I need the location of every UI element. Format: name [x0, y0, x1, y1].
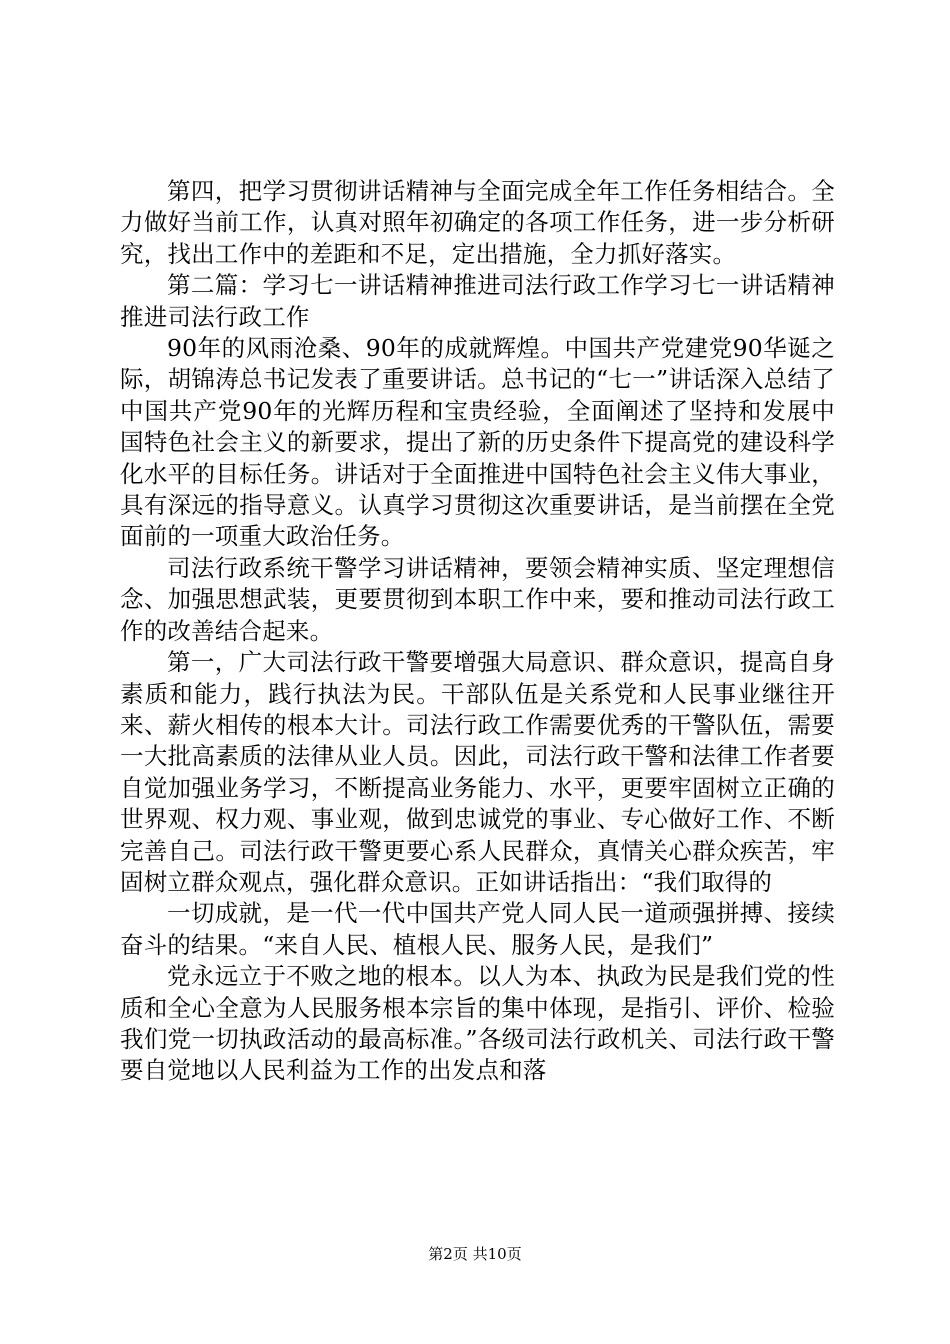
page-footer: 第2页 共10页 [428, 1245, 522, 1263]
paragraph-fourth-point: 第四，把学习贯彻讲话精神与全面完成全年工作任务相结合。全力做好当前工作，认真对照年初确定的各项工作任务，进一步分析研究，找出工作中的差距和不足，定出措施，全力抓好落实。 [120, 177, 835, 268]
paragraph-intro: 90年的风雨沧桑、90年的成就辉煌。中国共产党建党90华诞之际，胡锦涛总书记发表了重要讲话。总书记的“七一”讲话深入总结了中国共产党90年的光辉历程和宝贵经验，全面阐述了坚持和发展中国特色社会主义的新要求，提出了新的历史条件下提高党的建设科学化水平的目标任务。讲话对于全面推进中国特色社会主义伟大事业，具有深远的指导意义。认真学习贯彻这次重要讲话，是当前摆在全党面前的一项重大政治任务。 [120, 334, 835, 551]
paragraph-overview: 司法行政系统干警学习讲话精神，要领会精神实质、坚定理想信念、加强思想武装，更要贯彻到本职工作中来，要和推动司法行政工作的改善结合起来。 [120, 553, 835, 645]
paragraph-quote: 一切成就，是一代一代中国共产党人同人民一道顽强拼搏、接续奋斗的结果。“来自人民、植根人民、服务人民，是我们” [120, 899, 835, 959]
paragraph-continuation: 党永远立于不败之地的根本。以人为本、执政为民是我们党的性质和全心全意为人民服务根本宗旨的集中体现，是指引、评价、检验我们党一切执政活动的最高标准。”各级司法行政机关、司法行政干警要自觉地以人民利益为工作的出发点和落 [120, 962, 835, 1085]
document-body [120, 176, 835, 1087]
paragraph-section-heading: 第二篇：学习七一讲话精神推进司法行政工作学习七一讲话精神推进司法行政工作 [120, 271, 835, 331]
paragraph-first-point: 第一，广大司法行政干警要增强大局意识、群众意识，提高自身素质和能力，践行执法为民。干部队伍是关系党和人民事业继往开来、薪火相传的根本大计。司法行政工作需要优秀的干警队伍，需要一大批高素质的法律从业人员。因此，司法行政干警和法律工作者要自觉加强业务学习，不断提高业务能力、水平，更要牢固树立正确的世界观、权力观、事业观，做到忠诚党的事业、专心做好工作、不断完善自己。司法行政干警更要心系人民群众，真情关心群众疾苦，牢固树立群众观点，强化群众意识。正如讲话指出：“我们取得的 [120, 648, 835, 896]
